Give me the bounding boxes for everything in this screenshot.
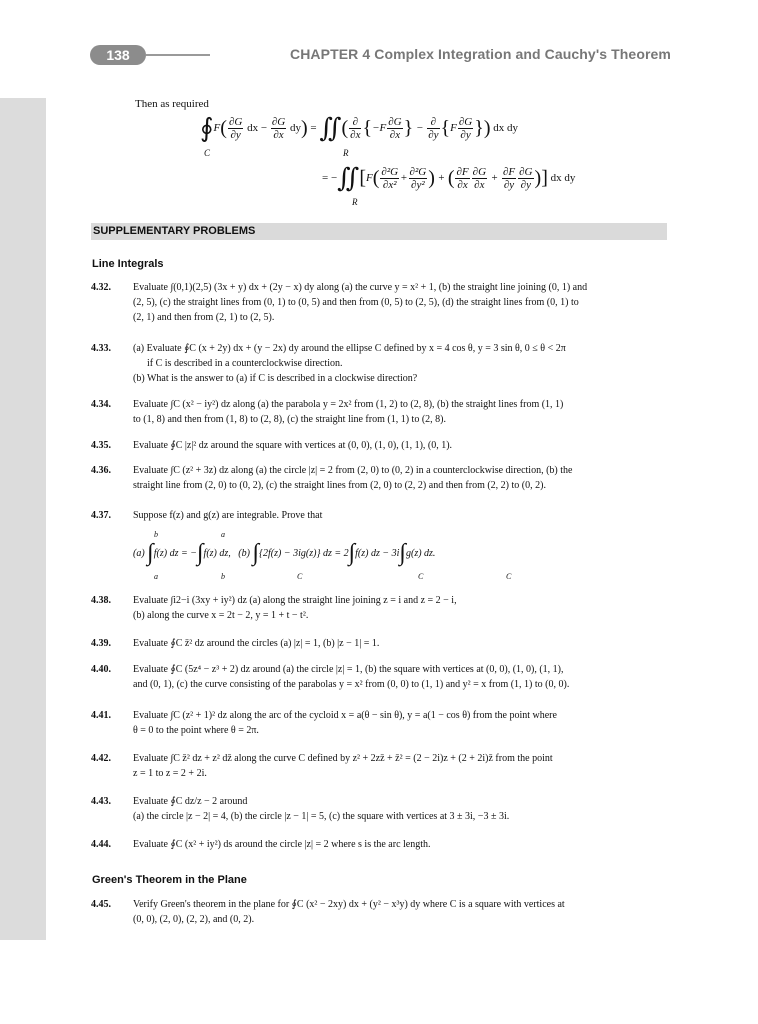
contour-c-2: C: [418, 572, 424, 581]
region-label-2: R: [352, 197, 358, 207]
subsection-greens-theorem: Green's Theorem in the Plane: [92, 874, 247, 886]
header-rule: [146, 54, 210, 56]
display-equation-1: ∮F( $\frac{\partial G}{\partial y}$ dx − $\frac{\partial G}{\partial x}$ dy) = ∬( $\frac{\partial}{\partial x}$ {−F $\frac{\partial G}{\partial x}$ } − $\frac{\partial}{\partial y}$ {F $\frac{\partial G}{\partial y}$ }) dx dy: [200, 113, 519, 143]
margin-strip: [0, 98, 46, 940]
limit-a: a: [154, 572, 158, 581]
running-head: CHAPTER 4 Complex Integration and Cauchy's Theorem: [290, 46, 671, 62]
problem-4-36: 4.36. Evaluate ∫C (z² + 3z) dz along (a) the circle |z| = 2 from (2, 0) to (0, 2) in a counterclockwise direction, (b) the straight line from (2, 0) to (0, 2), (c) the straight lines from (2, 0) to (2, 2) and then from (2, 2) to (0, 2).: [91, 465, 573, 491]
region-label: R: [343, 148, 349, 158]
limit-b: b: [154, 530, 158, 539]
contour-c-1: C: [297, 572, 303, 581]
problem-4-42: 4.42. Evaluate ∫C z̄² dz + z² dz̄ along the curve C defined by z² + 2zz̄ + z̄² = (2 − 2i)z + (2 + 2i)z̄ from the point z = 1 to z = 2 + 2i.: [91, 753, 553, 779]
problem-4-33: 4.33. (a) Evaluate ∮C (x + 2y) dx + (y − 2x) dy around the ellipse C defined by x = 4 cos θ, y = 3 sin θ, 0 ≤ θ < 2π if C is described in a counterclockwise direction. (b) What is the answer to (a) if C is described in a clockwise direction?: [91, 343, 566, 384]
contour-label: C: [204, 148, 211, 158]
page-number: 138: [90, 45, 146, 65]
problem-4-37-equation: (a) ∫f(z) dz = −∫f(z) dz, (b) ∫{2f(z) − 3ig(z)} dz = 2∫f(z) dz − 3i∫g(z) dz.: [133, 540, 436, 566]
limit-a-upper: a: [221, 530, 225, 539]
problem-4-41: 4.41. Evaluate ∫C (z² + 1)² dz along the arc of the cycloid x = a(θ − sin θ), y = a(1 − cos θ) from the point where θ = 0 to the point where θ = 2π.: [91, 710, 557, 736]
problem-4-43: 4.43. Evaluate ∮C dz/z − 2 around (a) the circle |z − 2| = 4, (b) the circle |z − 1| = 5, (c) the square with vertices at 3 ± 3i, −3 ± 3i.: [91, 796, 510, 822]
problem-4-45: 4.45. Verify Green's theorem in the plane for ∮C (x² − 2xy) dx + (y² − x³y) dy where C is a square with vertices at (0, 0), (2, 0), (2, 2), and (0, 2).: [91, 899, 565, 925]
problem-4-35: 4.35. Evaluate ∮C |z|² dz around the square with vertices at (0, 0), (1, 0), (1, 1), (0, 1).: [91, 440, 453, 451]
limit-b-lower: b: [221, 572, 225, 581]
problem-4-38: 4.38. Evaluate ∫i2−i (3xy + iy²) dz (a) along the straight line joining z = i and z = 2 − i, (b) along the curve x = 2t − 2, y = 1 + t − t².: [91, 595, 457, 621]
section-title: SUPPLEMENTARY PROBLEMS: [93, 225, 256, 237]
problem-4-34: 4.34. Evaluate ∫C (x² − iy²) dz along (a) the parabola y = 2x² from (1, 2) to (2, 8), (b) the straight lines from (1, 1) to (1, 8) and then from (1, 8) to (2, 8), (c) the straight line from (1, 1) to (2, 8).: [91, 399, 564, 425]
problem-4-44: 4.44. Evaluate ∮C (x² + iy²) ds around the circle |z| = 2 where s is the arc length.: [91, 839, 431, 850]
display-equation-2: = −∬[F( $\frac{\text{∂²G}}{\text{∂x²}}$ + $\frac{\text{∂²G}}{\text{∂y²}}$ ) + ( $\frac{\partial F}{\partial x}$ $\frac{\partial G}{\partial x}$ + $\frac{\partial F}{\partial y}$ $\frac{\partial G}{\partial y}$ )] dx dy: [322, 163, 576, 193]
problem-4-37: 4.37. Suppose f(z) and g(z) are integrable. Prove that: [91, 510, 323, 521]
contour-c-3: C: [506, 572, 512, 581]
problem-4-39: 4.39. Evaluate ∮C z̄² dz around the circles (a) |z| = 1, (b) |z − 1| = 1.: [91, 638, 380, 649]
subsection-line-integrals: Line Integrals: [92, 258, 164, 270]
problem-4-40: 4.40. Evaluate ∮C (5z⁴ − z³ + 2) dz around (a) the circle |z| = 1, (b) the square with vertices at (0, 0), (1, 0), (1, 1), and (0, 1), (c) the curve consisting of the parabolas y = x² from (0, 0) to (1, 1) and y² = x from (1, 1) to (0, 0).: [91, 664, 570, 690]
intro-text: Then as required: [135, 98, 209, 110]
problem-4-32: 4.32. Evaluate ∫(0,1)(2,5) (3x + y) dx + (2y − x) dy along (a) the curve y = x² + 1, (b) the straight line joining (0, 1) and (2, 5), (c) the straight lines from (0, 1) to (0, 5) and then from (0, 5) to (2, 5), (d) the straight lines from (0, 1) to (2, 1) and then from (2, 1) to (2, 5).: [91, 282, 588, 323]
